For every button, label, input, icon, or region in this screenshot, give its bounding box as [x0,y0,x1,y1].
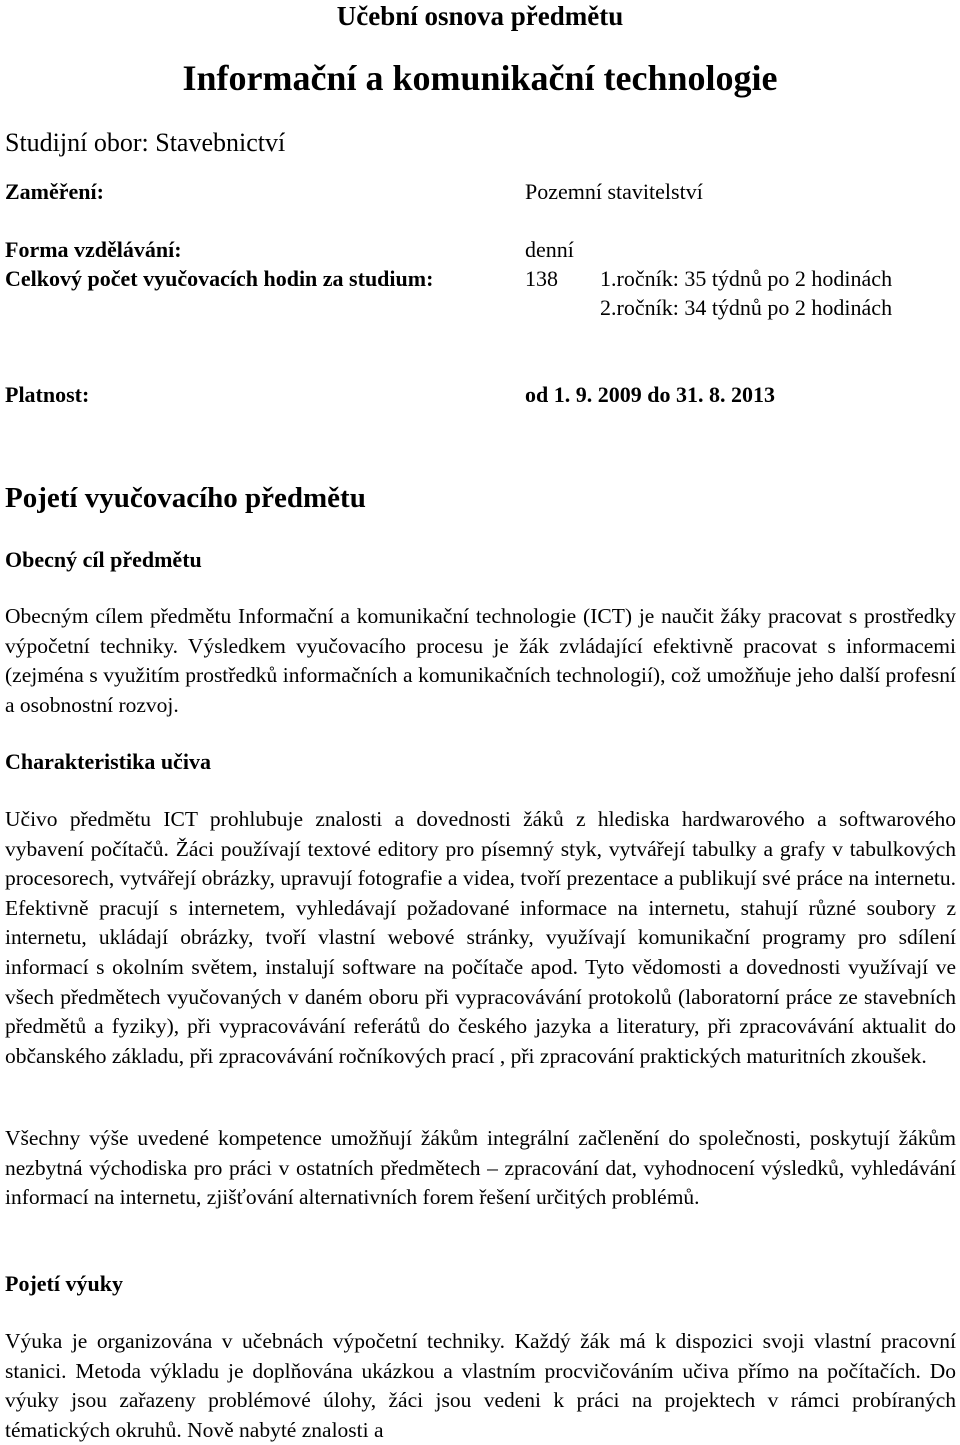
zamereni-value: Pozemní stavitelství [525,179,703,204]
study-field: Studijní obor: Stavebnictví [5,128,286,157]
forma-label: Forma vzdělávání: [5,237,182,262]
paragraph-charakteristika: Učivo předmětu ICT prohlubuje znalosti a dovednosti žáků z hlediska hardwarového a softwarového vybavení počítačů. Žáci používají textové editory pro písemný styk, vytvářejí tabulky a grafy v tabulkových procesorech, vytvářejí obrázky, upravují fotografie a videa, tvoří prezentace a publikují své práce na internetu. Efektivně pracují s internetem, vyhledávají požadované informace na internetu, stahují různé soubory z internetu, ukládají obrázky, tvoří vlastní webové stránky, využívají komunikační programy pro sdílení informací s okolním světem, instalují software na počítače apod. Tyto vědomosti a dovednosti využívají ve všech předmětech vyučovaných v daném oboru při vypracovávání protokolů (laboratorní práce ze stavebních předmětů a fyziky), při vypracovávání referátů do českého jazyka a literatury, při zpracovávání aktualit do občanského základu, při zpracovávání ročníkových prací , při zpracování praktických maturitních zkoušek. [5,807,956,1068]
heading-charakteristika: Charakteristika učiva [5,749,211,774]
paragraph-obecny-cil: Obecným cílem předmětu Informační a komunikační technologie (ICT) je naučit žáky pracovat s prostředky výpočetní techniky. Výsledkem vyučovacího procesu je žák zvládající efektivně pracovat s informacemi (zejména s využitím prostředků informačních a komunikačních technologií), což umožňuje jeho další profesní a osobnostní rozvoj. [5,604,956,717]
hodiny-rocnik2: 2.ročník: 34 týdnů po 2 hodinách [600,295,893,320]
paragraph-pojeti-vyuky: Výuka je organizována v učebnách výpočetní techniky. Každý žák má k dispozici svoji vlastní pracovní stanici. Metoda výkladu je doplňována ukázkou a vlastním procvičováním učiva přímo na počítačích. Do výuky jsou zařazeny problémové úlohy, žáci jsou vedeni k práci na projektech v rámci probíraných tématických okruhů. Nově nabyté znalosti a [5,1329,956,1442]
paragraph-charakteristika-2: Všechny výše uvedené kompetence umožňují žákům integrální začlenění do společnosti, poskytují žákům nezbytná východiska pro práci v ostatních předmětech – zpracování dat, vyhodnocení výsledků, vyhledávání informací na internetu, zjišťování alternativních forem řešení určitých problémů. [5,1126,956,1210]
document-title: Informační a komunikační technologie [182,58,778,98]
document-subtitle: Učební osnova předmětu [336,1,624,31]
platnost-label: Platnost: [5,382,90,407]
section-heading-pojeti-predmetu: Pojetí vyučovacího předmětu [5,482,366,514]
heading-pojeti-vyuky: Pojetí výuky [5,1271,123,1296]
hodiny-rocnik1: 1.ročník: 35 týdnů po 2 hodinách [600,266,893,291]
hodiny-total: 138 [525,266,558,291]
zamereni-label: Zaměření: [5,179,104,204]
heading-obecny-cil: Obecný cíl předmětu [5,547,202,572]
forma-value: denní [525,237,574,262]
platnost-value: od 1. 9. 2009 do 31. 8. 2013 [525,382,775,407]
hodiny-label: Celkový počet vyučovacích hodin za studium: [5,266,434,291]
